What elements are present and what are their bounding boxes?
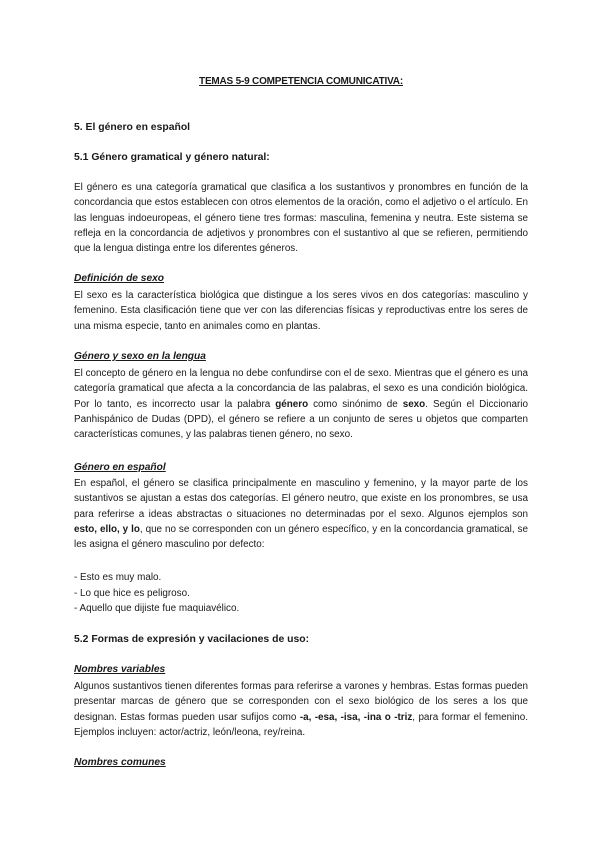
heading-genero-espanol: Género en español <box>74 462 166 473</box>
list-item: - Esto es muy malo. <box>74 572 162 583</box>
heading-nombres-comunes: Nombres comunes <box>74 757 166 768</box>
section-5-heading: 5. El género en español <box>74 122 191 133</box>
paragraph-genero-sexo: El concepto de género en la lengua no debe confundirse con el de sexo. Mientras que el género es una categoría gramatical que afecta a la concordancia de las palabras, el sexo es una condición biológica. Por lo tanto, es incorrecto usar la palabra género como sinónimo de sexo. Según el Diccionario Panhispánico de Dudas (DPD), el género se refiere a un conjunto de seres u objetos que comparten características comunes, y las palabras tienen género, no sexo. <box>74 368 528 441</box>
heading-genero-sexo-lengua: Género y sexo en la lengua <box>74 351 206 362</box>
paragraph-genero-espanol: En español, el género se clasifica principalmente en masculino y femenino, y la mayor parte de los sustantivos se ajustan a estas dos categorías. El género neutro, que existe en los pronombres, se usa para referirse a ideas abstractas o situaciones no determinadas por el sexo. Algunos ejemplos son esto, ello, y lo, que no se corresponden con un género específico, y en la concordancia gramatical, se les asigna el género masculino por defecto: <box>74 478 528 551</box>
heading-definicion-sexo: Definición de sexo <box>74 273 165 284</box>
section-5-2-heading: 5.2 Formas de expresión y vacilaciones de uso: <box>74 634 310 645</box>
paragraph-genero-gramatical: El género es una categoría gramatical que clasifica a los sustantivos y pronombres en función de la concordancia que estos establecen con otros elementos de la oración, como el adjetivo o el artículo. En las lenguas indoeuropeas, el género tiene tres formas: masculina, femenina y neutra. Este sistema se refleja en la concordancia de adjetivos y pronombres con el sustantivo al que se refieren, permitiendo que la lengua distinga entre los diferentes géneros. <box>74 182 528 255</box>
paragraph-nombres-variables: Algunos sustantivos tienen diferentes formas para referirse a varones y hembras. Estas formas pueden presentar marcas de género que se corresponden con el sexo biológico de los seres a los que designan. Estas formas pueden usar sufijos como -a, -esa, -isa, -ina o -triz, para formar el femenino. Ejemplos incluyen: actor/actriz, león/leona, rey/reina. <box>74 681 528 738</box>
document-title: TEMAS 5-9 COMPETENCIA COMUNICATIVA: <box>199 76 403 87</box>
list-item: - Lo que hice es peligroso. <box>74 588 190 599</box>
section-5-1-heading: 5.1 Género gramatical y género natural: <box>74 152 270 163</box>
heading-nombres-variables: Nombres variables <box>74 664 166 675</box>
paragraph-definicion-sexo: El sexo es la característica biológica que distingue a los seres vivos en dos categorías: masculino y femenino. Esta clasificación tiene que ver con las diferencias físicas y reproductivas entre los seres de una misma especie, tanto en animales como en plantas. <box>74 290 528 332</box>
list-item: - Aquello que dijiste fue maquiavélico. <box>74 603 240 614</box>
